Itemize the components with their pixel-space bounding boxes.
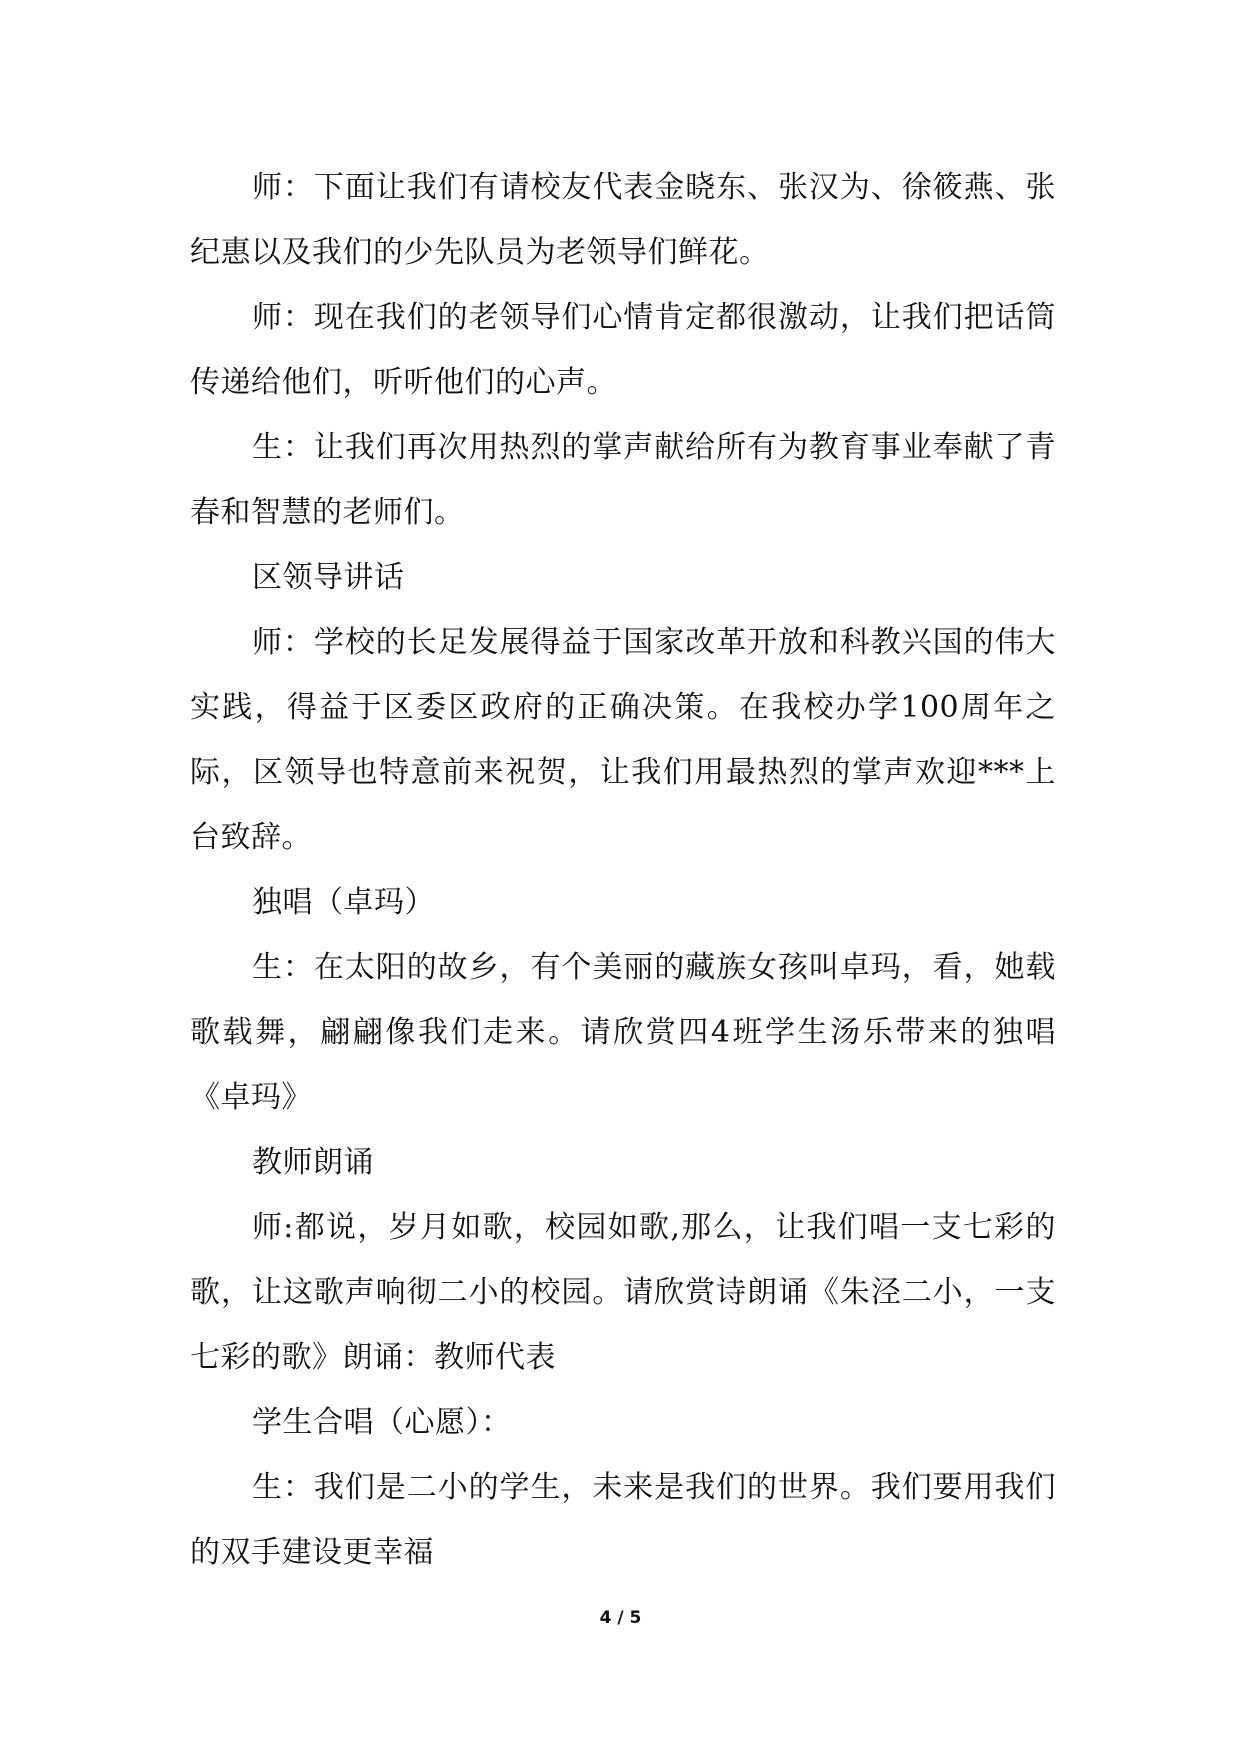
section-heading-solo: 独唱（卓玛） — [252, 885, 435, 920]
paragraph-3: 生：让我们再次用热烈的掌声献给所有为教育事业奉献了青春和智慧的老师们。 — [190, 430, 1056, 530]
document-body — [190, 155, 1056, 1585]
section-heading-teacher-recitation: 教师朗诵 — [252, 1145, 374, 1180]
page-number: 4 / 5 — [599, 1608, 642, 1628]
paragraph-7: 生：在太阳的故乡，有个美丽的藏族女孩叫卓玛，看，她载歌载舞，翩翩像我们走来。请欣赏四4班学生汤乐带来的独唱《卓玛》 — [190, 950, 1056, 1115]
paragraph-2: 师：现在我们的老领导们心情肯定都很激动，让我们把话筒传递给他们，听听他们的心声。 — [190, 300, 1056, 400]
section-heading-district-speech: 区领导讲话 — [252, 560, 405, 595]
paragraph-1: 师：下面让我们有请校友代表金晓东、张汉为、徐筱燕、张纪惠以及我们的少先队员为老领导们鲜花。 — [190, 170, 1056, 270]
paragraph-11: 生：我们是二小的学生，未来是我们的世界。我们要用我们的双手建设更幸福 — [190, 1470, 1056, 1570]
paragraph-5: 师：学校的长足发展得益于国家改革开放和科教兴国的伟大实践，得益于区委区政府的正确决策。在我校办学100周年之际，区领导也特意前来祝贺，让我们用最热烈的掌声欢迎***上台致辞。 — [190, 625, 1056, 855]
paragraph-9: 师:都说，岁月如歌，校园如歌,那么，让我们唱一支七彩的歌，让这歌声响彻二小的校园。请欣赏诗朗诵《朱泾二小，一支七彩的歌》朗诵：教师代表 — [190, 1210, 1056, 1375]
section-heading-student-chorus: 学生合唱（心愿）： — [252, 1405, 512, 1440]
